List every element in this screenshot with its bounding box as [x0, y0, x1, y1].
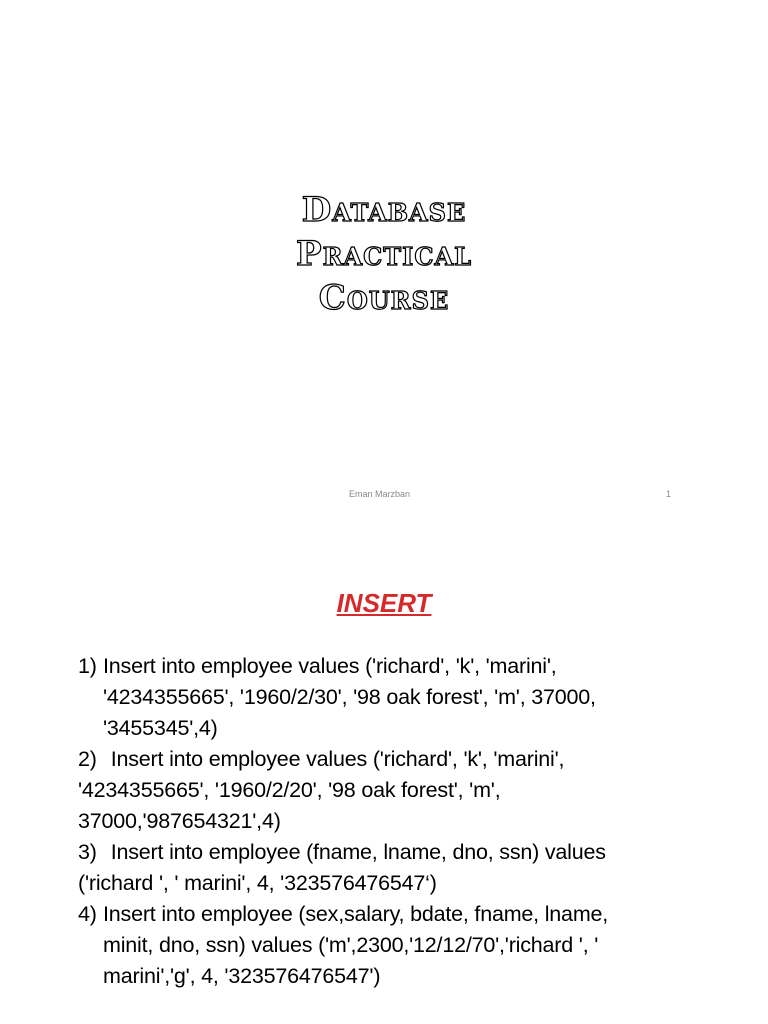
- item-line: Insert into employee (fname, lname, dno, ssn) values: [110, 840, 606, 864]
- item-number: 1): [78, 654, 97, 678]
- title-line: Practical: [296, 234, 472, 274]
- item-line: minit, dno, ssn) values ('m',2300,'12/12/70','richard ', ': [103, 933, 599, 957]
- page-number: 1: [666, 489, 672, 499]
- item-line: marini','g', 4, '323576476547'): [103, 964, 381, 988]
- item-line: 37000,'987654321',4): [78, 809, 281, 833]
- course-title: [0, 188, 768, 320]
- item-line: Insert into employee values ('richard', 'k', 'marini',: [110, 747, 565, 771]
- list-item: [78, 744, 718, 837]
- item-line: '4234355665', '1960/2/30', '98 oak forest', 'm', 37000,: [103, 685, 596, 709]
- item-line: '4234355665', '1960/2/20', '98 oak forest', 'm',: [78, 778, 501, 802]
- slide-heading: INSERT: [336, 588, 432, 618]
- title-line: Database: [301, 190, 467, 230]
- item-line: ('richard ', ' marini', 4, '323576476547‘): [78, 871, 437, 895]
- insert-examples-list: [78, 651, 718, 992]
- title-line: Course: [318, 278, 450, 318]
- item-line: '3455345',4): [103, 716, 218, 740]
- list-item: [78, 651, 718, 744]
- list-item: [78, 837, 718, 899]
- item-number: 2): [78, 747, 97, 771]
- footer-author: Eman Marzban: [349, 489, 411, 499]
- item-line: Insert into employee (sex,salary, bdate, fname, lname,: [103, 902, 609, 926]
- list-item: [78, 899, 718, 992]
- slide-insert: [0, 512, 768, 1024]
- item-number: 4): [78, 902, 97, 926]
- item-line: Insert into employee values ('richard', 'k', 'marini',: [103, 654, 557, 678]
- item-number: 3): [78, 840, 97, 864]
